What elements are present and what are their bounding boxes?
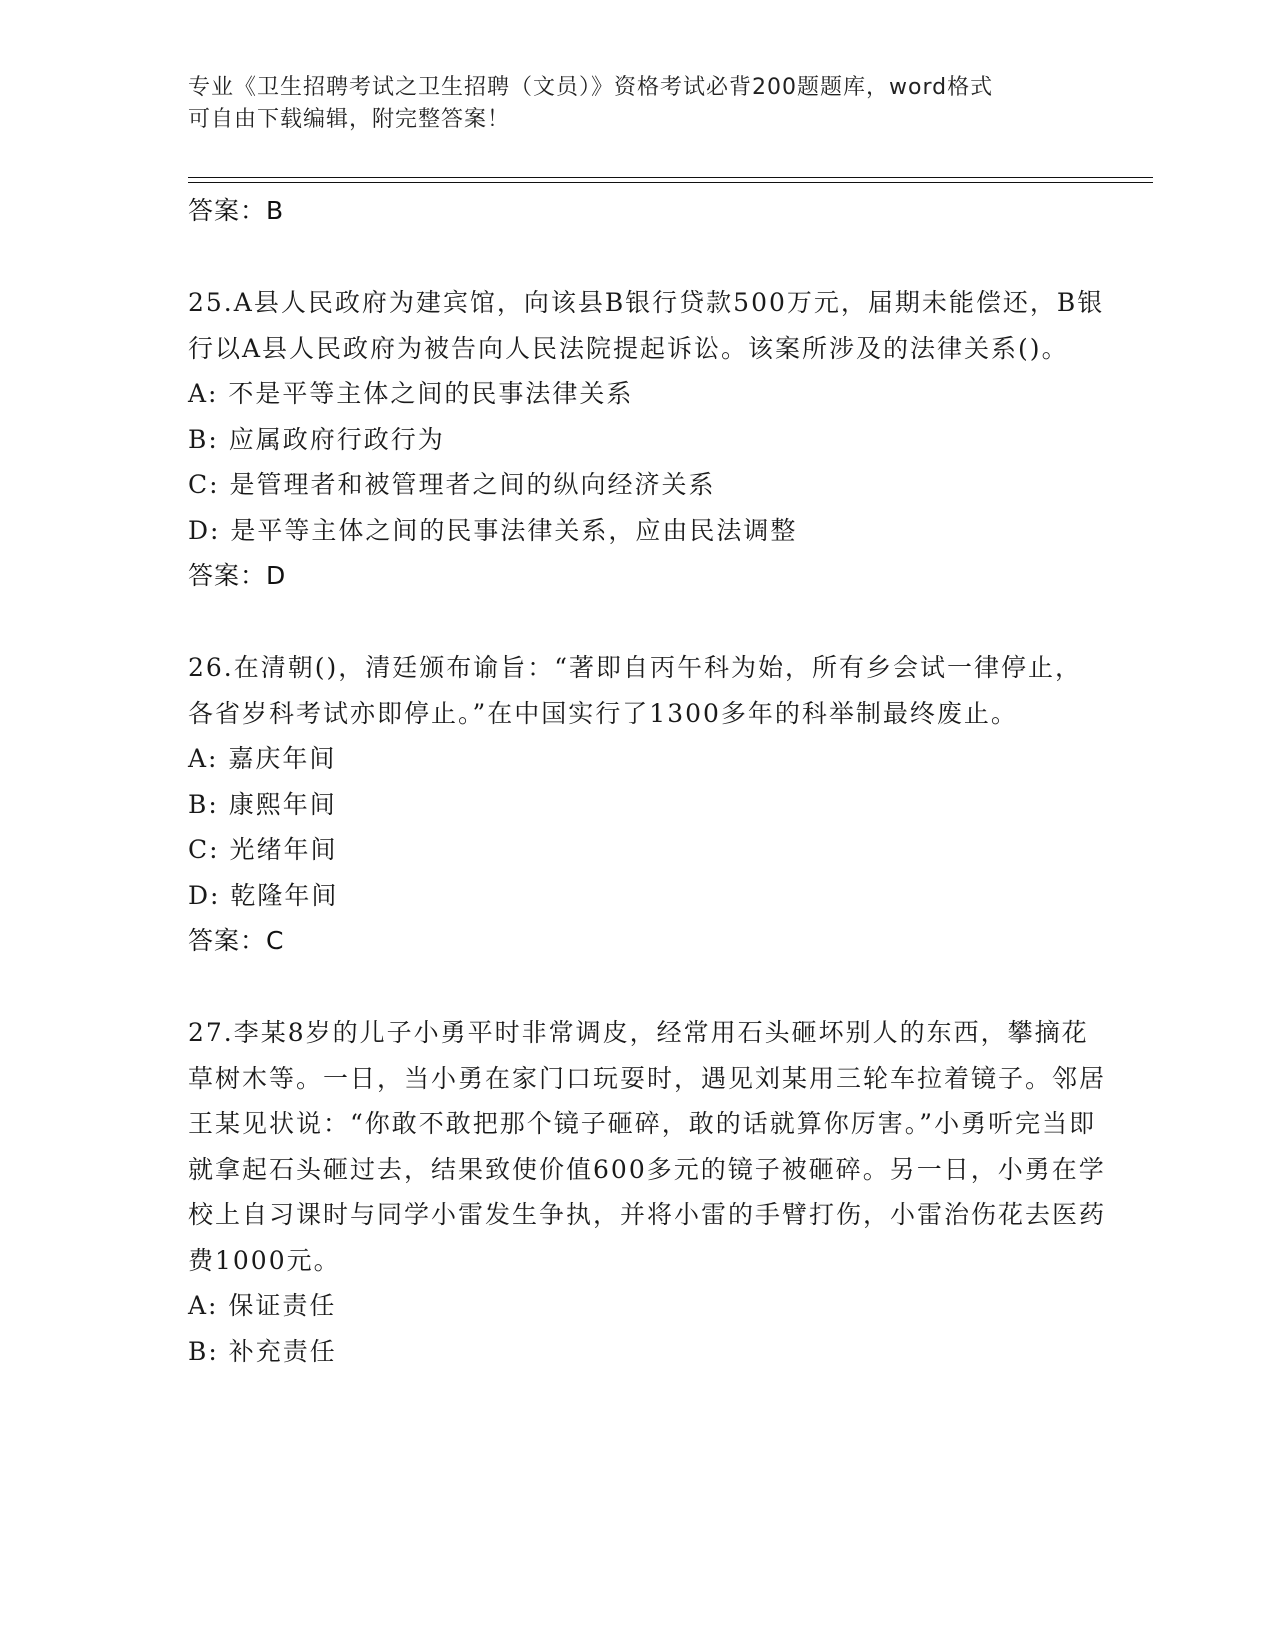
option-c: C: 是管理者和被管理者之间的纵向经济关系 [188, 470, 716, 499]
document-body [188, 188, 1108, 1374]
header-rule-bottom [188, 182, 1153, 183]
option-c: C: 光绪年间 [188, 835, 338, 864]
option-d: D: 是平等主体之间的民事法律关系，应由民法调整 [188, 515, 798, 545]
document-header [188, 72, 1088, 136]
answer-line: 答案：D [188, 561, 287, 590]
question-stem: 25.A县人民政府为建宾馆，向该县B银行贷款500万元，届期未能偿还，B银行以A县人民政府为被告向人民法院提起诉讼。该案所涉及的法律关系()。 [188, 288, 1105, 363]
option-a: A: 嘉庆年间 [188, 744, 337, 773]
question-25 [188, 280, 1108, 599]
answer-line: 答案：B [188, 196, 285, 225]
question-stem: 26.在清朝()，清廷颁布谕旨：“著即自丙午科为始，所有乡会试一律停止，各省岁科考试亦即停止。”在中国实行了1300多年的科举制最终废止。 [188, 653, 1083, 728]
option-d: D: 乾隆年间 [188, 880, 339, 910]
option-b: B: 康熙年间 [188, 789, 337, 819]
header-line-2: 可自由下载编辑，附完整答案！ [188, 107, 511, 132]
option-b: B: 应属政府行政行为 [188, 424, 445, 454]
answer-line: 答案：C [188, 926, 285, 955]
option-a: A: 保证责任 [188, 1291, 337, 1320]
question-stem: 27.李某8岁的儿子小勇平时非常调皮，经常用石头砸坏别人的东西，攀摘花草树木等。一日，当小勇在家门口玩耍时，遇见刘某用三轮车拉着镜子。邻居王某见状说：“你敢不敢把那个镜子砸碎，敢的话就算你厉害。”小勇听完当即就拿起石头砸过去，结果致使价值600多元的镜子被砸碎。另一日，小勇在学校上自习课时与同学小雷发生争执，并将小雷的手臂打伤，小雷治伤花去医药费1000元。 [188, 1018, 1107, 1275]
option-a: A: 不是平等主体之间的民事法律关系 [188, 379, 634, 408]
header-line-1: 专业《卫生招聘考试之卫生招聘（文员）》资格考试必背200题题库，word格式 [188, 75, 994, 100]
header-rule-top [188, 177, 1153, 178]
question-27 [188, 1010, 1108, 1374]
option-b: B: 补充责任 [188, 1336, 337, 1366]
question-26 [188, 645, 1108, 964]
